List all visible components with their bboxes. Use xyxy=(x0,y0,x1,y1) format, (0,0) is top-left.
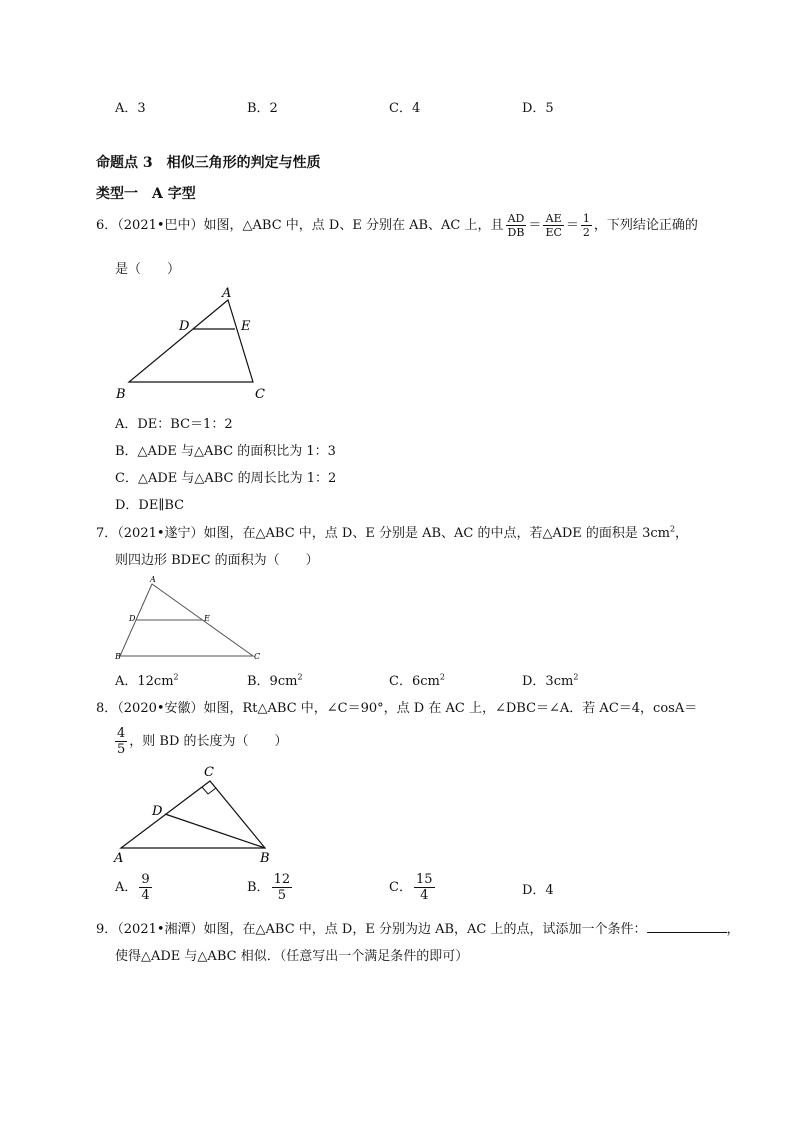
q7-stem-line1: 7．（2021•遂宁）如图，在△ABC 中，点 D、E 分别是 AB、AC 的中点，若△ADE 的面积是 $3cm^2$， xyxy=(96,524,689,541)
q9-stem-line2: 使得△ADE 与△ABC 相似．（任意写出一个满足条件的即可） xyxy=(115,949,469,964)
q6-suffix: ，下列结论正确的 xyxy=(593,218,698,233)
q8-stem-line2: $\frac{4}{5}$ ，则 BD 的长度为（ ） xyxy=(117,726,288,757)
q8-segment-bd xyxy=(165,814,265,848)
q8-option-a: A． $\frac{9}{4}$ xyxy=(115,872,150,903)
q9-stem-line1: 9．（2021•湘潭）如图，在△ABC 中，点 D，E 分别为边 AB，AC 上的点，试添加一个条件： ， xyxy=(96,922,740,937)
q8-label-a: A xyxy=(114,851,124,864)
q7-option-c: C．$6cm^2$ xyxy=(389,672,445,689)
q8-label-c: C xyxy=(204,765,214,780)
q6-option-d: D．DE∥BC xyxy=(115,498,185,513)
q7-label-d: D xyxy=(129,614,136,623)
q6-figure xyxy=(110,282,280,402)
q6-label-e: E xyxy=(241,319,251,334)
q8-label-d: D xyxy=(152,804,163,819)
section-type: 类型一 A 字型 xyxy=(96,186,196,202)
q7-option-a: A．$12cm^2$ xyxy=(115,672,179,689)
q6-prefix: 6．（2021•巴中）如图，△ABC 中，点 D、E 分别在 AB、AC 上，且 xyxy=(96,218,504,233)
q7-label-c: C xyxy=(254,652,261,661)
q6-triangle-abc xyxy=(129,300,253,382)
q7-option-b: B．$9cm^2$ xyxy=(247,672,303,689)
section-title: 命题点 3 相似三角形的判定与性质 xyxy=(96,155,321,171)
q8-figure xyxy=(110,762,280,864)
q8-option-d: D．4 xyxy=(522,883,554,898)
q6-label-b: B xyxy=(116,387,126,402)
q6-label-c: C xyxy=(255,387,265,402)
q7-label-b: B xyxy=(115,652,121,661)
q9-answer-blank[interactable] xyxy=(647,920,727,933)
q6-stem-line1: 6．（2021•巴中）如图，△ABC 中，点 D、E 分别在 AB、AC 上，且 $\frac{AD}{DB}$ ＝ $\frac{AE}{EC}$ ＝ $\frac{1}{2}$ ，下列结论正确的 xyxy=(96,212,698,239)
q6-option-c: C．△ADE 与△ABC 的周长比为 1：2 xyxy=(115,471,337,486)
q6-option-b: B．△ADE 与△ABC 的面积比为 1：3 xyxy=(115,444,336,459)
q7-option-d: D．$3cm^2$ xyxy=(522,672,579,689)
q6-fraction-one-half: $\frac{1}{2}$ xyxy=(582,212,590,239)
q6-stem-line2: 是（ ） xyxy=(115,262,181,277)
q8-triangle-abc xyxy=(121,781,265,848)
q7-label-a: A xyxy=(150,575,156,584)
q7-label-e: E xyxy=(204,614,210,623)
q5-option-c: C．4 xyxy=(389,101,421,116)
q8-right-angle-mark xyxy=(202,787,216,794)
q5-option-d: D．5 xyxy=(522,101,554,116)
q8-label-b: B xyxy=(260,851,270,864)
q6-fraction-ae-ec: $\frac{AE}{EC}$ xyxy=(545,212,562,239)
q6-label-a: A xyxy=(222,286,232,301)
q6-fraction-ad-db: $\frac{AD}{DB}$ xyxy=(507,212,525,239)
q8-option-c: C． $\frac{15}{4}$ xyxy=(389,872,433,903)
q8-stem-line1: 8．（2020•安徽）如图，Rt△ABC 中，∠C＝90°，点 D 在 AC 上，∠DBC＝∠A．若 AC＝4，cosA＝ xyxy=(96,701,698,716)
q8-option-b: B． $\frac{12}{5}$ xyxy=(247,872,291,903)
q8-fraction-four-fifths: $\frac{4}{5}$ xyxy=(117,726,126,757)
q7-figure xyxy=(110,572,270,664)
q7-stem-line2: 则四边形 BDEC 的面积为（ ） xyxy=(115,553,319,568)
q5-option-b: B．2 xyxy=(247,101,278,116)
q6-option-a: A．DE：BC＝1：2 xyxy=(115,417,233,432)
q6-label-d: D xyxy=(179,319,190,334)
q5-option-a: A．3 xyxy=(115,101,146,116)
